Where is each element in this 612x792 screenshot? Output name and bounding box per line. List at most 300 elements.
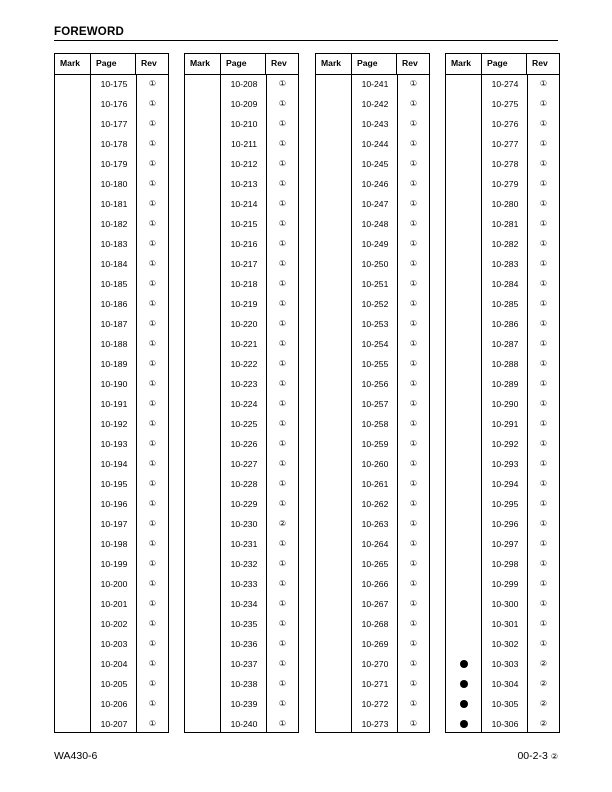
mark-cell [185, 534, 221, 554]
table-row [316, 454, 429, 474]
rev-cell: ① [409, 399, 418, 408]
rev-cell: ① [539, 299, 548, 308]
page-cell: 10-190 [100, 379, 128, 389]
table-row [316, 594, 429, 614]
rev-cell: ① [409, 659, 418, 668]
mark-cell [55, 554, 91, 574]
page-cell: 10-206 [100, 699, 128, 709]
table-row [185, 114, 298, 134]
mark-cell [55, 94, 91, 114]
mark-cell [185, 574, 221, 594]
rev-cell: ① [539, 319, 548, 328]
rev-cell: ① [539, 199, 548, 208]
table-row [316, 294, 429, 314]
mark-cell [185, 134, 221, 154]
rev-cell: ① [409, 359, 418, 368]
rev-cell: ① [278, 539, 287, 548]
rev-cell: ① [278, 719, 287, 728]
table-row [55, 274, 168, 294]
page-cell: 10-175 [100, 79, 128, 89]
page-cell: 10-299 [491, 579, 519, 589]
table-body [185, 74, 298, 732]
page-cell: 10-302 [491, 639, 519, 649]
rev-cell: ① [409, 539, 418, 548]
mark-cell [55, 634, 91, 654]
table-row [446, 374, 559, 394]
table-row [446, 654, 559, 674]
page-cell: 10-248 [361, 219, 389, 229]
page-cell: 10-227 [230, 459, 258, 469]
page-cell: 10-187 [100, 319, 128, 329]
mark-cell [55, 334, 91, 354]
table-row [316, 114, 429, 134]
page-cell: 10-272 [361, 699, 389, 709]
table-row [185, 434, 298, 454]
page-cell: 10-194 [100, 459, 128, 469]
mark-cell [446, 614, 482, 634]
rev-cell: ① [539, 239, 548, 248]
rev-cell: ① [278, 299, 287, 308]
table-row [185, 74, 298, 94]
page-cell: 10-235 [230, 619, 258, 629]
mark-cell [446, 694, 482, 714]
table-row [316, 274, 429, 294]
rev-cell: ① [278, 679, 287, 688]
rev-cell: ① [409, 159, 418, 168]
table-row [185, 314, 298, 334]
rev-cell: ① [539, 339, 548, 348]
mark-cell [185, 194, 221, 214]
table-row [55, 114, 168, 134]
mark-cell [55, 374, 91, 394]
page-cell: 10-295 [491, 499, 519, 509]
rev-cell: ① [409, 379, 418, 388]
mark-cell [316, 214, 352, 234]
mark-cell [55, 494, 91, 514]
page-cell: 10-208 [230, 79, 258, 89]
rev-cell: ① [148, 179, 157, 188]
page-cell: 10-275 [491, 99, 519, 109]
rev-cell: ① [409, 439, 418, 448]
page-cell: 10-289 [491, 379, 519, 389]
page-cell: 10-245 [361, 159, 389, 169]
table-row [446, 534, 559, 554]
mark-cell [316, 614, 352, 634]
mark-cell [316, 494, 352, 514]
rev-cell: ① [539, 259, 548, 268]
table-row [316, 334, 429, 354]
table-row [316, 434, 429, 454]
table-row [55, 214, 168, 234]
page-cell: 10-240 [230, 719, 258, 729]
page-cell: 10-229 [230, 499, 258, 509]
mark-cell [316, 654, 352, 674]
mark-cell [316, 114, 352, 134]
header-page: Page [91, 54, 136, 74]
rev-cell: ① [148, 639, 157, 648]
footer-page [517, 750, 558, 762]
mark-cell [446, 354, 482, 374]
mark-cell [446, 194, 482, 214]
page-cell: 10-304 [491, 679, 519, 689]
page-cell: 10-189 [100, 359, 128, 369]
page-cell: 10-262 [361, 499, 389, 509]
mark-cell [55, 614, 91, 634]
table-row [446, 354, 559, 374]
mark-cell [316, 294, 352, 314]
table-row [446, 74, 559, 94]
mark-cell [316, 474, 352, 494]
page-cell: 10-267 [361, 599, 389, 609]
table-row [316, 694, 429, 714]
rev-cell: ① [539, 619, 548, 628]
mark-cell [446, 114, 482, 134]
rev-cell: ① [409, 419, 418, 428]
rev-cell: ① [148, 279, 157, 288]
table-row [446, 434, 559, 454]
mark-cell [185, 174, 221, 194]
mark-cell [55, 174, 91, 194]
rev-cell: ① [278, 479, 287, 488]
mark-cell [55, 274, 91, 294]
rev-cell: ① [409, 499, 418, 508]
table-row [185, 694, 298, 714]
table-row [316, 374, 429, 394]
mark-cell [446, 74, 482, 94]
mark-cell [316, 334, 352, 354]
table-row [316, 634, 429, 654]
mark-cell [446, 434, 482, 454]
page-cell: 10-266 [361, 579, 389, 589]
page-cell: 10-294 [491, 479, 519, 489]
page-cell: 10-222 [230, 359, 258, 369]
table-row [185, 714, 298, 734]
mark-cell [55, 514, 91, 534]
page-cell: 10-269 [361, 639, 389, 649]
page-cell: 10-213 [230, 179, 258, 189]
mark-cell [316, 674, 352, 694]
mark-cell [316, 714, 352, 734]
page-cell: 10-181 [100, 199, 128, 209]
mark-cell [316, 74, 352, 94]
page-cell: 10-207 [100, 719, 128, 729]
mark-cell [55, 694, 91, 714]
page-cell: 10-260 [361, 459, 389, 469]
mark-cell [185, 114, 221, 134]
mark-cell [55, 574, 91, 594]
table-row [185, 674, 298, 694]
table-row [316, 554, 429, 574]
rev-cell: ① [409, 339, 418, 348]
rev-cell: ① [539, 179, 548, 188]
page-cell: 10-210 [230, 119, 258, 129]
page-cell: 10-216 [230, 239, 258, 249]
mark-cell [316, 314, 352, 334]
table-row [446, 474, 559, 494]
rev-cell: ① [539, 359, 548, 368]
header-page: Page [221, 54, 266, 74]
mark-cell [446, 654, 482, 674]
rev-cell: ① [409, 459, 418, 468]
table-body [55, 74, 168, 732]
table-row [446, 714, 559, 734]
mark-cell [446, 154, 482, 174]
rev-cell: ① [148, 259, 157, 268]
rev-cell: ① [278, 439, 287, 448]
table-row [55, 674, 168, 694]
rev-cell: ① [148, 199, 157, 208]
table-row [55, 594, 168, 614]
rev-cell: ② [539, 719, 548, 728]
mark-cell [446, 254, 482, 274]
page-cell: 10-212 [230, 159, 258, 169]
page-cell: 10-306 [491, 719, 519, 729]
page-cell: 10-241 [361, 79, 389, 89]
rev-cell: ① [539, 479, 548, 488]
mark-cell [316, 194, 352, 214]
rev-cell: ① [539, 379, 548, 388]
page-cell: 10-268 [361, 619, 389, 629]
rev-cell: ① [148, 159, 157, 168]
rev-cell: ① [278, 139, 287, 148]
page-title: FOREWORD [54, 26, 124, 38]
page-cell: 10-297 [491, 539, 519, 549]
rev-cell: ① [148, 339, 157, 348]
rev-cell: ① [278, 179, 287, 188]
table-row [185, 194, 298, 214]
page-cell: 10-178 [100, 139, 128, 149]
mark-cell [55, 594, 91, 614]
rev-cell: ① [409, 99, 418, 108]
rev-cell: ① [148, 359, 157, 368]
table-row [185, 654, 298, 674]
table-row [446, 394, 559, 414]
table-row [316, 394, 429, 414]
table-row [316, 194, 429, 214]
header-page: Page [482, 54, 527, 74]
header-rev: Rev [402, 58, 418, 68]
page-cell: 10-253 [361, 319, 389, 329]
page-cell: 10-300 [491, 599, 519, 609]
mark-cell [55, 134, 91, 154]
rev-cell: ① [409, 639, 418, 648]
header-mark: Mark [185, 54, 221, 74]
table-row [316, 674, 429, 694]
mark-cell [185, 554, 221, 574]
page-cell: 10-281 [491, 219, 519, 229]
page-cell: 10-232 [230, 559, 258, 569]
rev-cell: ① [409, 719, 418, 728]
rev-cell: ① [409, 299, 418, 308]
mark-cell [316, 94, 352, 114]
mark-cell [55, 214, 91, 234]
mark-cell [446, 554, 482, 574]
table-row [185, 414, 298, 434]
table-row [446, 414, 559, 434]
table-row [185, 134, 298, 154]
rev-cell: ① [148, 79, 157, 88]
table-row [446, 194, 559, 214]
mark-cell [446, 714, 482, 734]
table-row [55, 354, 168, 374]
rev-cell: ① [539, 419, 548, 428]
rev-cell: ① [409, 479, 418, 488]
rev-cell: ① [278, 319, 287, 328]
mark-cell [55, 394, 91, 414]
page-cell: 10-284 [491, 279, 519, 289]
page-cell: 10-259 [361, 439, 389, 449]
rev-cell: ① [148, 579, 157, 588]
table-row [446, 674, 559, 694]
page-cell: 10-250 [361, 259, 389, 269]
rev-cell: ① [148, 239, 157, 248]
table-row [446, 234, 559, 254]
table-row [185, 214, 298, 234]
mark-cell [316, 254, 352, 274]
rev-cell: ① [148, 559, 157, 568]
mark-cell [185, 454, 221, 474]
table-row [316, 714, 429, 734]
table-row [316, 234, 429, 254]
mark-cell [446, 394, 482, 414]
mark-cell [446, 674, 482, 694]
rev-cell: ① [539, 139, 548, 148]
table-header [446, 54, 559, 75]
table-row [55, 514, 168, 534]
rev-cell: ① [409, 619, 418, 628]
page-cell: 10-258 [361, 419, 389, 429]
page-cell: 10-242 [361, 99, 389, 109]
table-row [316, 654, 429, 674]
mark-cell [55, 714, 91, 734]
page-cell: 10-230 [230, 519, 258, 529]
mark-cell [185, 654, 221, 674]
rev-cell: ① [539, 459, 548, 468]
table-row [446, 174, 559, 194]
mark-cell [185, 434, 221, 454]
rev-cell: ① [148, 379, 157, 388]
table-row [446, 594, 559, 614]
table-row [446, 454, 559, 474]
table-row [185, 94, 298, 114]
table-row [55, 414, 168, 434]
page-cell: 10-276 [491, 119, 519, 129]
page-cell: 10-191 [100, 399, 128, 409]
rev-cell: ① [539, 599, 548, 608]
mark-cell [316, 234, 352, 254]
page-cell: 10-211 [230, 139, 258, 149]
mark-cell [55, 234, 91, 254]
mark-cell [55, 114, 91, 134]
table-row [55, 174, 168, 194]
rev-cell: ① [539, 279, 548, 288]
mark-cell [185, 594, 221, 614]
mark-cell [446, 214, 482, 234]
table-row [446, 634, 559, 654]
table-row [185, 594, 298, 614]
rev-cell: ① [409, 519, 418, 528]
table-row [446, 154, 559, 174]
table-row [185, 374, 298, 394]
table-row [316, 314, 429, 334]
rev-cell: ① [278, 99, 287, 108]
mark-cell [55, 254, 91, 274]
page-cell: 10-277 [491, 139, 519, 149]
page-cell: 10-274 [491, 79, 519, 89]
table-row [55, 534, 168, 554]
page-cell: 10-195 [100, 479, 128, 489]
page-cell: 10-196 [100, 499, 128, 509]
table-row [55, 374, 168, 394]
page-cell: 10-177 [100, 119, 128, 129]
mark-cell [185, 354, 221, 374]
table-row [316, 154, 429, 174]
page-cell: 10-223 [230, 379, 258, 389]
table-row [185, 534, 298, 554]
page-cell: 10-282 [491, 239, 519, 249]
mark-cell [185, 374, 221, 394]
page-cell: 10-184 [100, 259, 128, 269]
page-cell: 10-280 [491, 199, 519, 209]
table-row [185, 494, 298, 514]
page-cell: 10-204 [100, 659, 128, 669]
page-cell: 10-286 [491, 319, 519, 329]
revision-table-3 [315, 53, 430, 733]
table-row [55, 434, 168, 454]
page-cell: 10-182 [100, 219, 128, 229]
header-mark: Mark [316, 54, 352, 74]
page-cell: 10-228 [230, 479, 258, 489]
mark-cell [55, 194, 91, 214]
mark-cell [316, 454, 352, 474]
page-cell: 10-234 [230, 599, 258, 609]
mark-cell [446, 274, 482, 294]
page-cell: 10-243 [361, 119, 389, 129]
page-cell: 10-264 [361, 539, 389, 549]
page-cell: 10-236 [230, 639, 258, 649]
page-cell: 10-273 [361, 719, 389, 729]
rev-cell: ① [148, 219, 157, 228]
table-row [316, 94, 429, 114]
rev-cell: ① [278, 599, 287, 608]
mark-cell [185, 294, 221, 314]
rev-cell: ① [278, 659, 287, 668]
page-cell: 10-233 [230, 579, 258, 589]
mark-cell [55, 294, 91, 314]
rev-cell: ① [539, 439, 548, 448]
page-cell: 10-293 [491, 459, 519, 469]
rev-cell: ① [148, 479, 157, 488]
table-row [316, 474, 429, 494]
page-cell: 10-287 [491, 339, 519, 349]
page-cell: 10-254 [361, 339, 389, 349]
table-row [185, 574, 298, 594]
mark-cell [55, 74, 91, 94]
mark-cell [316, 634, 352, 654]
table-row [55, 654, 168, 674]
table-row [316, 134, 429, 154]
table-row [55, 554, 168, 574]
page-cell: 10-226 [230, 439, 258, 449]
table-row [55, 74, 168, 94]
rev-cell: ① [539, 639, 548, 648]
table-row [185, 274, 298, 294]
rev-cell: ① [278, 699, 287, 708]
mark-cell [55, 414, 91, 434]
table-row [316, 574, 429, 594]
rev-cell: ① [278, 499, 287, 508]
header-rev: Rev [532, 58, 548, 68]
